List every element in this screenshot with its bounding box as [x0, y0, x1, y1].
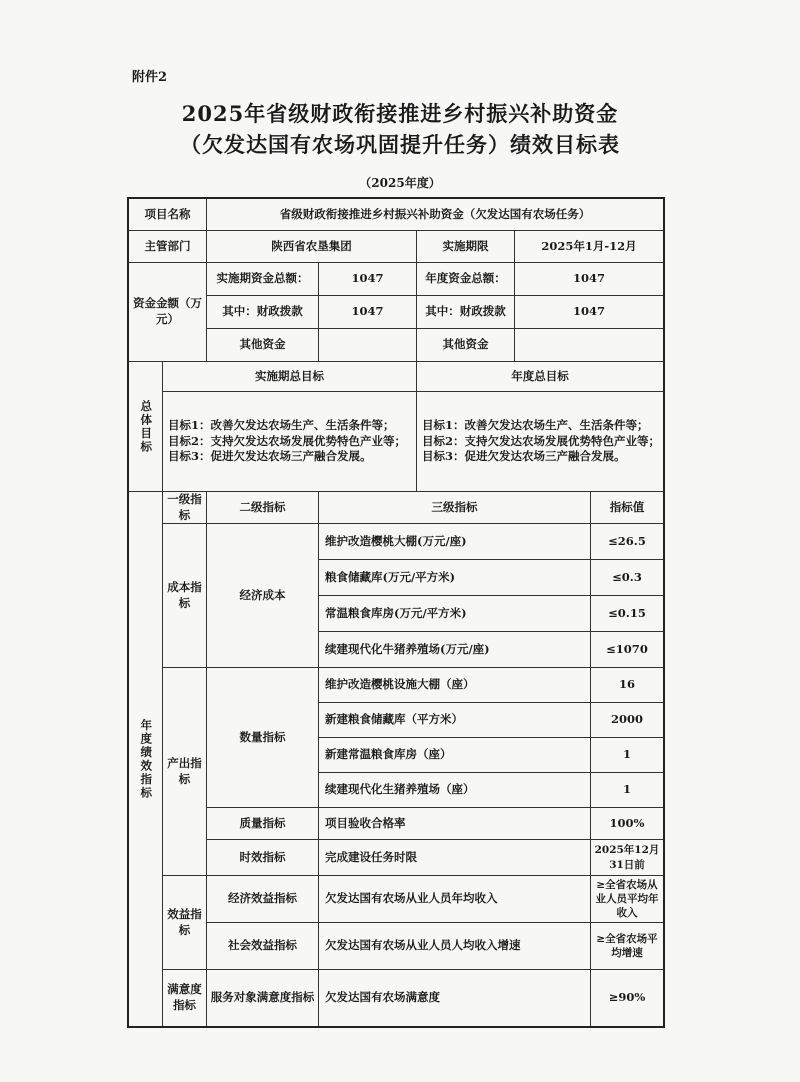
- econ-cost-label: 经济成本: [207, 524, 319, 668]
- period-value: 2025年1月-12月: [515, 231, 663, 263]
- cost-row-name: 续建现代化牛猪养殖场(万元/座): [319, 632, 591, 668]
- col-level1-header: 一级指标: [163, 492, 207, 524]
- col-value-header: 指标值: [591, 492, 663, 524]
- social-benefit-row-name: 欠发达国有农场从业人员人均收入增速: [319, 923, 591, 970]
- cost-row-value: ≤1070: [591, 632, 663, 668]
- indicators-section-label: 年度绩效指标: [129, 492, 163, 1026]
- document-title-line2: （欠发达国有农场巩固提升任务）绩效目标表: [180, 132, 620, 157]
- quantity-row-name: 续建现代化生猪养殖场（座）: [319, 773, 591, 808]
- cost-row-name: 常温粮食库房(万元/平方米): [319, 596, 591, 632]
- funds-annual-value: 1047: [515, 263, 663, 296]
- quality-row-value: 100%: [591, 808, 663, 840]
- funds-fiscal-value-annual: 1047: [515, 296, 663, 329]
- time-row-name: 完成建设任务时限: [319, 840, 591, 876]
- time-indicator-label: 时效指标: [207, 840, 319, 876]
- service-satisfaction-label: 服务对象满意度指标: [207, 970, 319, 1026]
- econ-benefit-row-name: 欠发达国有农场从业人员年均收入: [319, 876, 591, 923]
- funds-total-label: 实施期资金总额：: [207, 263, 319, 296]
- benefit-indicator-label: 效益指标: [163, 876, 207, 970]
- output-indicator-label: 产出指标: [163, 668, 207, 876]
- goal-annual-item: 目标1：改善欠发达农场生产、生活条件等；: [422, 418, 649, 433]
- funds-other-label-annual: 其他资金: [417, 329, 515, 362]
- funds-other-value-annual: [515, 329, 663, 362]
- goal-annual-item: 目标3：促进欠发达农场三产融合发展。: [422, 449, 626, 464]
- performance-table: [127, 197, 665, 1028]
- period-label: 实施期限: [417, 231, 515, 263]
- document-title-line1: 2025年省级财政衔接推进乡村振兴补助资金: [181, 101, 619, 126]
- cost-row-name: 维护改造樱桃大棚(万元/座): [319, 524, 591, 560]
- funds-fiscal-value: 1047: [319, 296, 417, 329]
- satisfaction-row-value: ≥90%: [608, 990, 646, 1005]
- dept-label: 主管部门: [129, 231, 207, 263]
- quantity-row-value: 2000: [591, 703, 663, 738]
- social-benefit-label: 社会效益指标: [207, 923, 319, 970]
- goal-annual-item: 目标2：支持欠发达农场发展优势特色产业等；: [422, 433, 660, 448]
- cost-row-name: 粮食储藏库(万元/平方米): [319, 560, 591, 596]
- year-label: （2025年度）: [359, 176, 441, 190]
- attachment-label: 附件2: [132, 70, 168, 85]
- econ-benefit-row-value: ≥全省农场从业人员平均年收入: [591, 876, 663, 923]
- quality-row-name: 项目验收合格率: [319, 808, 591, 840]
- funds-total-value: 1047: [319, 263, 417, 296]
- satisfaction-indicator-label: 满意度指标: [163, 970, 207, 1026]
- econ-benefit-label: 经济效益指标: [207, 876, 319, 923]
- quantity-row-name: 维护改造樱桃设施大棚（座）: [319, 668, 591, 703]
- goals-period-header: 实施期总目标: [163, 362, 417, 392]
- quantity-row-value: 1: [591, 773, 663, 808]
- quantity-row-name: 新建粮食储藏库（平方米）: [319, 703, 591, 738]
- cost-row-value: ≤26.5: [591, 524, 663, 560]
- project-name-value: 省级财政衔接推进乡村振兴补助资金（欠发达国有农场任务）: [207, 199, 663, 231]
- cost-row-value: ≤0.3: [591, 560, 663, 596]
- quantity-row-value: 16: [591, 668, 663, 703]
- goal-period-item: 目标3：促进欠发达农场三产融合发展。: [168, 449, 372, 464]
- goal-period-item: 目标2：支持欠发达农场发展优势特色产业等；: [168, 433, 406, 448]
- quality-indicator-label: 质量指标: [207, 808, 319, 840]
- col-level3-header: 三级指标: [319, 492, 591, 524]
- goals-annual-header: 年度总目标: [417, 362, 663, 392]
- col-level2-header: 二级指标: [207, 492, 319, 524]
- funds-other-label: 其他资金: [207, 329, 319, 362]
- cost-row-value: ≤0.15: [591, 596, 663, 632]
- goals-label: 总体目标: [129, 362, 163, 492]
- quantity-row-value: 1: [591, 738, 663, 773]
- funds-fiscal-label-annual: 其中：财政拨款: [417, 296, 515, 329]
- funds-annual-label: 年度资金总额：: [417, 263, 515, 296]
- quantity-row-name: 新建常温粮食库房（座）: [319, 738, 591, 773]
- satisfaction-row-name: 欠发达国有农场满意度: [319, 970, 591, 1026]
- dept-value: 陕西省农垦集团: [207, 231, 417, 263]
- funds-other-value: [319, 329, 417, 362]
- goals-annual-list: [417, 392, 663, 492]
- goal-period-item: 目标1：改善欠发达农场生产、生活条件等；: [168, 418, 395, 433]
- funds-label: 资金金额（万元）: [129, 263, 207, 362]
- cost-indicator-label: 成本指标: [163, 524, 207, 668]
- funds-fiscal-label: 其中：财政拨款: [207, 296, 319, 329]
- quantity-indicator-label: 数量指标: [207, 668, 319, 808]
- social-benefit-row-value: ≥全省农场平均增速: [591, 923, 663, 970]
- project-name-label: 项目名称: [129, 199, 207, 231]
- time-row-value: 2025年12月31日前: [591, 840, 663, 876]
- goals-period-list: [163, 392, 417, 492]
